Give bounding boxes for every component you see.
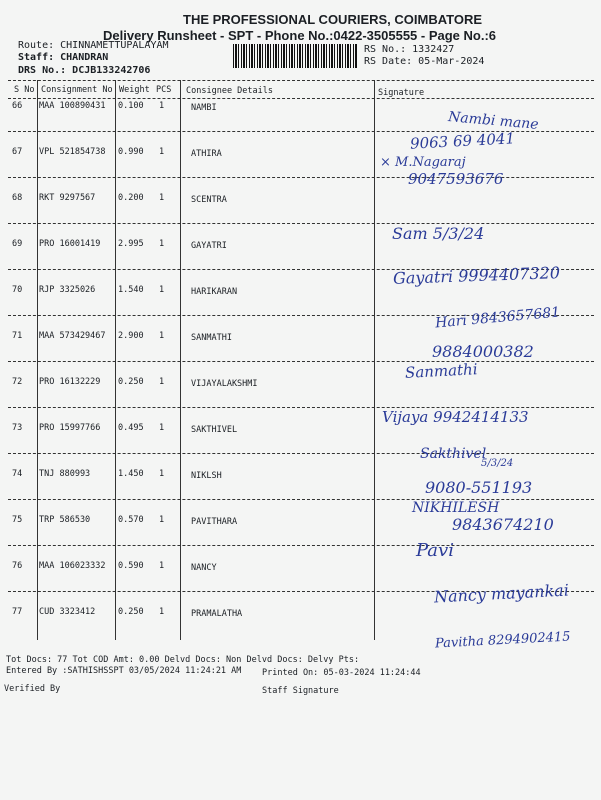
row-name: GAYATRI xyxy=(191,241,227,251)
row-sno: 77 xyxy=(12,607,23,617)
row-separator xyxy=(8,361,594,362)
row-cno: PRO 16132229 xyxy=(39,377,101,387)
signature-scribble: 9843674210 xyxy=(452,515,554,534)
row-cno: PRO 16001419 xyxy=(39,239,101,249)
signature-scribble: Pavitha 8294902415 xyxy=(434,629,571,652)
row-cno: MAA 106023332 xyxy=(39,561,106,571)
row-sno: 73 xyxy=(12,423,23,433)
col-header: Consignee Details xyxy=(186,86,273,96)
totals-line: Tot Docs: 77 Tot COD Amt: 0.00 Delvd Docs: Non Delvd Docs: Delvy Pts: xyxy=(6,655,360,665)
row-name: NIKLSH xyxy=(191,471,222,481)
row-weight: 1.450 xyxy=(118,469,144,479)
signature-scribble: 5/3/24 xyxy=(481,458,514,469)
signature-scribble: Vijaya 9942414133 xyxy=(382,408,529,426)
signature-scribble: Pavi xyxy=(416,540,454,561)
barcode-image xyxy=(233,44,357,68)
signature-scribble: Gayatri 9994407320 xyxy=(392,263,561,288)
col-divider xyxy=(115,80,116,640)
row-weight: 0.250 xyxy=(118,377,144,387)
row-name: PRAMALATHA xyxy=(191,609,243,619)
row-sno: 67 xyxy=(12,147,23,157)
row-sno: 70 xyxy=(12,285,23,295)
col-divider xyxy=(374,80,375,640)
row-pcs: 1 xyxy=(159,423,165,433)
row-pcs: 1 xyxy=(159,285,165,295)
col-header: Weight xyxy=(119,85,150,95)
row-sno: 69 xyxy=(12,239,23,249)
row-cno: RJP 3325026 xyxy=(39,285,96,295)
row-pcs: 1 xyxy=(159,239,165,249)
row-cno: MAA 573429467 xyxy=(39,331,106,341)
row-weight: 0.250 xyxy=(118,607,144,617)
row-pcs: 1 xyxy=(159,561,165,571)
row-separator xyxy=(8,223,594,224)
staff-signature-label: Staff Signature xyxy=(262,686,339,696)
entered-by: Entered By :SATHISHSSPT 03/05/2024 11:24:21 AM xyxy=(6,666,242,676)
signature-scribble: Nambi mane xyxy=(447,109,540,133)
row-name: HARIKARAN xyxy=(191,287,238,297)
row-name: SCENTRA xyxy=(191,195,227,205)
signature-scribble: 9080-551193 xyxy=(425,478,533,497)
col-header: Signature xyxy=(378,88,425,98)
row-pcs: 1 xyxy=(159,607,165,617)
row-weight: 0.495 xyxy=(118,423,144,433)
row-pcs: 1 xyxy=(159,515,165,525)
company-title: THE PROFESSIONAL COURIERS, COIMBATORE xyxy=(183,12,483,27)
runsheet-subtitle: Delivery Runsheet - SPT - Phone No.:0422-3505555 - Page No.:6 xyxy=(103,28,497,43)
col-divider xyxy=(180,80,181,640)
row-cno: PRO 15997766 xyxy=(39,423,101,433)
col-divider xyxy=(37,80,38,640)
row-weight: 0.990 xyxy=(118,147,144,157)
row-weight: 2.900 xyxy=(118,331,144,341)
drs-number: DRS No.: DCJB133242706 xyxy=(18,65,151,76)
row-cno: RKT 9297567 xyxy=(39,193,96,203)
row-separator xyxy=(8,499,594,500)
col-header: Consignment No xyxy=(41,85,113,95)
signature-scribble: Sakthivel xyxy=(420,446,487,462)
row-sno: 76 xyxy=(12,561,23,571)
row-pcs: 1 xyxy=(159,147,165,157)
row-pcs: 1 xyxy=(159,331,165,341)
row-cno: VPL 521854738 xyxy=(39,147,106,157)
signature-scribble: Nancy mayankai xyxy=(433,580,570,607)
row-name: ATHIRA xyxy=(191,149,222,159)
signature-scribble: 9884000382 xyxy=(432,342,534,361)
row-weight: 0.590 xyxy=(118,561,144,571)
printed-on: Printed On: 05-03-2024 11:24:44 xyxy=(262,668,421,678)
row-separator xyxy=(8,453,594,454)
row-name: PAVITHARA xyxy=(191,517,238,527)
row-cno: MAA 100890431 xyxy=(39,101,106,111)
rs-number: RS No.: 1332427 xyxy=(364,44,455,55)
row-weight: 2.995 xyxy=(118,239,144,249)
row-sno: 74 xyxy=(12,469,23,479)
row-cno: CUD 3323412 xyxy=(39,607,96,617)
signature-scribble: 9047593676 xyxy=(408,170,504,188)
rs-date: RS Date: 05-Mar-2024 xyxy=(364,56,485,67)
row-separator xyxy=(8,545,594,546)
row-pcs: 1 xyxy=(159,469,165,479)
row-name: VIJAYALAKSHMI xyxy=(191,379,258,389)
row-sno: 66 xyxy=(12,101,23,111)
signature-scribble: × M.Nagaraj xyxy=(380,155,466,170)
row-weight: 0.200 xyxy=(118,193,144,203)
row-name: NANCY xyxy=(191,563,217,573)
row-cno: TRP 586530 xyxy=(39,515,91,525)
header-bottom-rule xyxy=(8,98,594,99)
row-cno: TNJ 880993 xyxy=(39,469,91,479)
row-name: SANMATHI xyxy=(191,333,232,343)
signature-scribble: Hari 9843657681 xyxy=(434,304,561,332)
row-sno: 71 xyxy=(12,331,23,341)
row-separator xyxy=(8,177,594,178)
row-pcs: 1 xyxy=(159,101,165,111)
col-header: PCS xyxy=(156,85,172,95)
signature-scribble: 9063 69 4041 xyxy=(409,129,516,153)
route-label: Route: CHINNAMETTUPALAYAM xyxy=(18,40,169,51)
verified-by: Verified By xyxy=(4,684,61,694)
signature-scribble: Sanmathi xyxy=(404,360,478,382)
table-top-rule xyxy=(8,80,594,81)
row-weight: 0.100 xyxy=(118,101,144,111)
row-weight: 1.540 xyxy=(118,285,144,295)
row-name: SAKTHIVEL xyxy=(191,425,238,435)
row-sno: 75 xyxy=(12,515,23,525)
row-sno: 72 xyxy=(12,377,23,387)
row-name: NAMBI xyxy=(191,103,217,113)
row-pcs: 1 xyxy=(159,193,165,203)
signature-scribble: Sam 5/3/24 xyxy=(392,224,485,243)
signature-scribble: NIKHILESH xyxy=(412,500,500,516)
col-header: S No xyxy=(14,85,35,95)
row-sno: 68 xyxy=(12,193,23,203)
row-pcs: 1 xyxy=(159,377,165,387)
row-weight: 0.570 xyxy=(118,515,144,525)
staff-label: Staff: CHANDRAN xyxy=(18,52,109,63)
